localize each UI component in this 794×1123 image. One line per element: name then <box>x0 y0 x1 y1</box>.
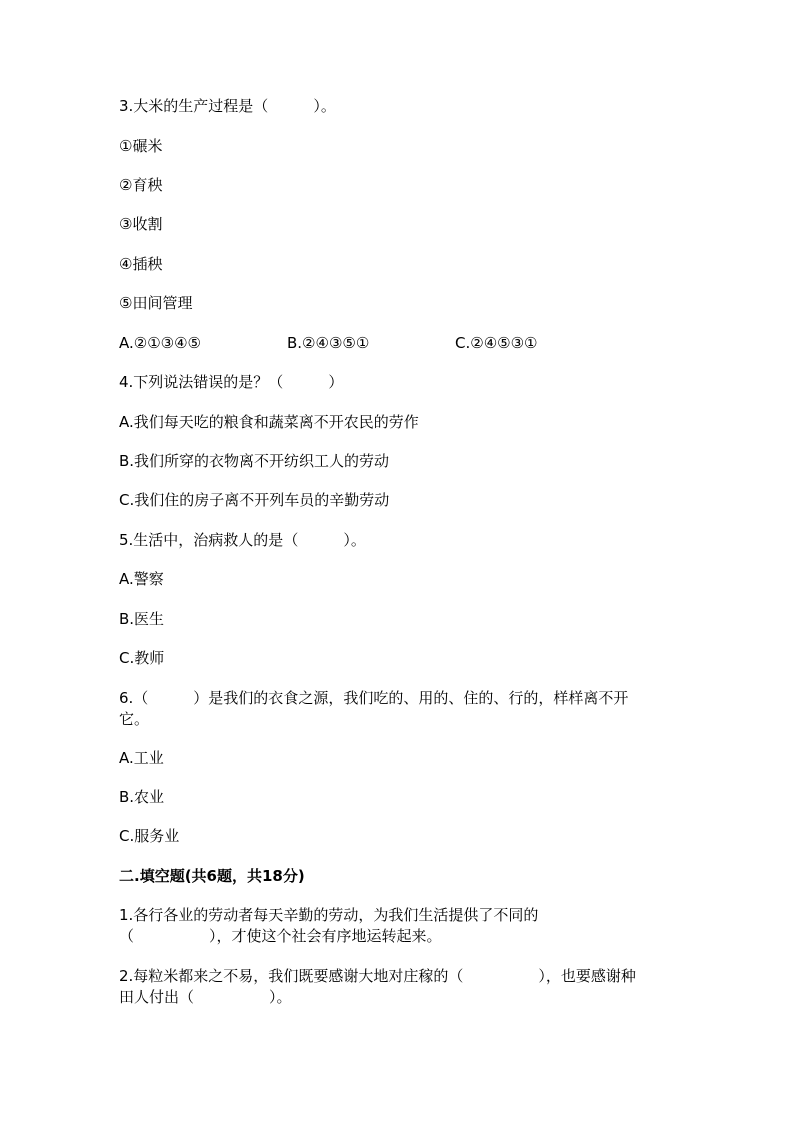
question-4-option-c: C.我们住的房子离不开列车员的辛勤劳动 <box>119 491 390 509</box>
question-3-option-a: A.②①③④⑤ <box>119 334 202 352</box>
question-5-option-a: A.警察 <box>119 570 164 588</box>
question-3-stem: 3.大米的生产过程是（ ）。 <box>119 97 336 115</box>
fill-question-2-line-2: 田人付出（ ）。 <box>119 988 292 1006</box>
section-2-title: 二.填空题(共6题，共18分) <box>119 867 305 885</box>
question-3-option-b: B.②④③⑤① <box>287 334 370 352</box>
question-3-step-4: ④插秧 <box>119 255 163 273</box>
question-3-step-5: ⑤田间管理 <box>119 294 193 312</box>
question-5-stem: 5.生活中，治病救人的是（ ）。 <box>119 531 366 549</box>
question-6-option-c: C.服务业 <box>119 827 180 845</box>
question-5-option-c: C.教师 <box>119 649 165 667</box>
question-6-option-b: B.农业 <box>119 788 165 806</box>
question-3-option-c: C.②④⑤③① <box>455 334 538 352</box>
question-3-step-1: ①碾米 <box>119 137 163 155</box>
question-3-step-3: ③收割 <box>119 215 163 233</box>
question-6-stem-line-2: 它。 <box>119 710 150 728</box>
question-4-stem: 4.下列说法错误的是？（ ） <box>119 373 344 391</box>
question-4-option-b: B.我们所穿的衣物离不开纺织工人的劳动 <box>119 452 390 470</box>
question-6-option-a: A.工业 <box>119 749 164 767</box>
question-6-stem-line-1: 6.（ ）是我们的衣食之源，我们吃的、用的、住的、行的，样样离不开 <box>119 689 629 707</box>
fill-question-2-line-1: 2.每粒米都来之不易，我们既要感谢大地对庄稼的（ ），也要感谢种 <box>119 967 636 985</box>
fill-question-1-line-1: 1.各行各业的劳动者每天辛勤的劳动，为我们生活提供了不同的 <box>119 906 539 924</box>
question-5-option-b: B.医生 <box>119 610 165 628</box>
fill-question-1-line-2: （ ），才使这个社会有序地运转起来。 <box>119 927 442 945</box>
question-4-option-a: A.我们每天吃的粮食和蔬菜离不开农民的劳作 <box>119 413 419 431</box>
question-3-step-2: ②育秧 <box>119 176 163 194</box>
